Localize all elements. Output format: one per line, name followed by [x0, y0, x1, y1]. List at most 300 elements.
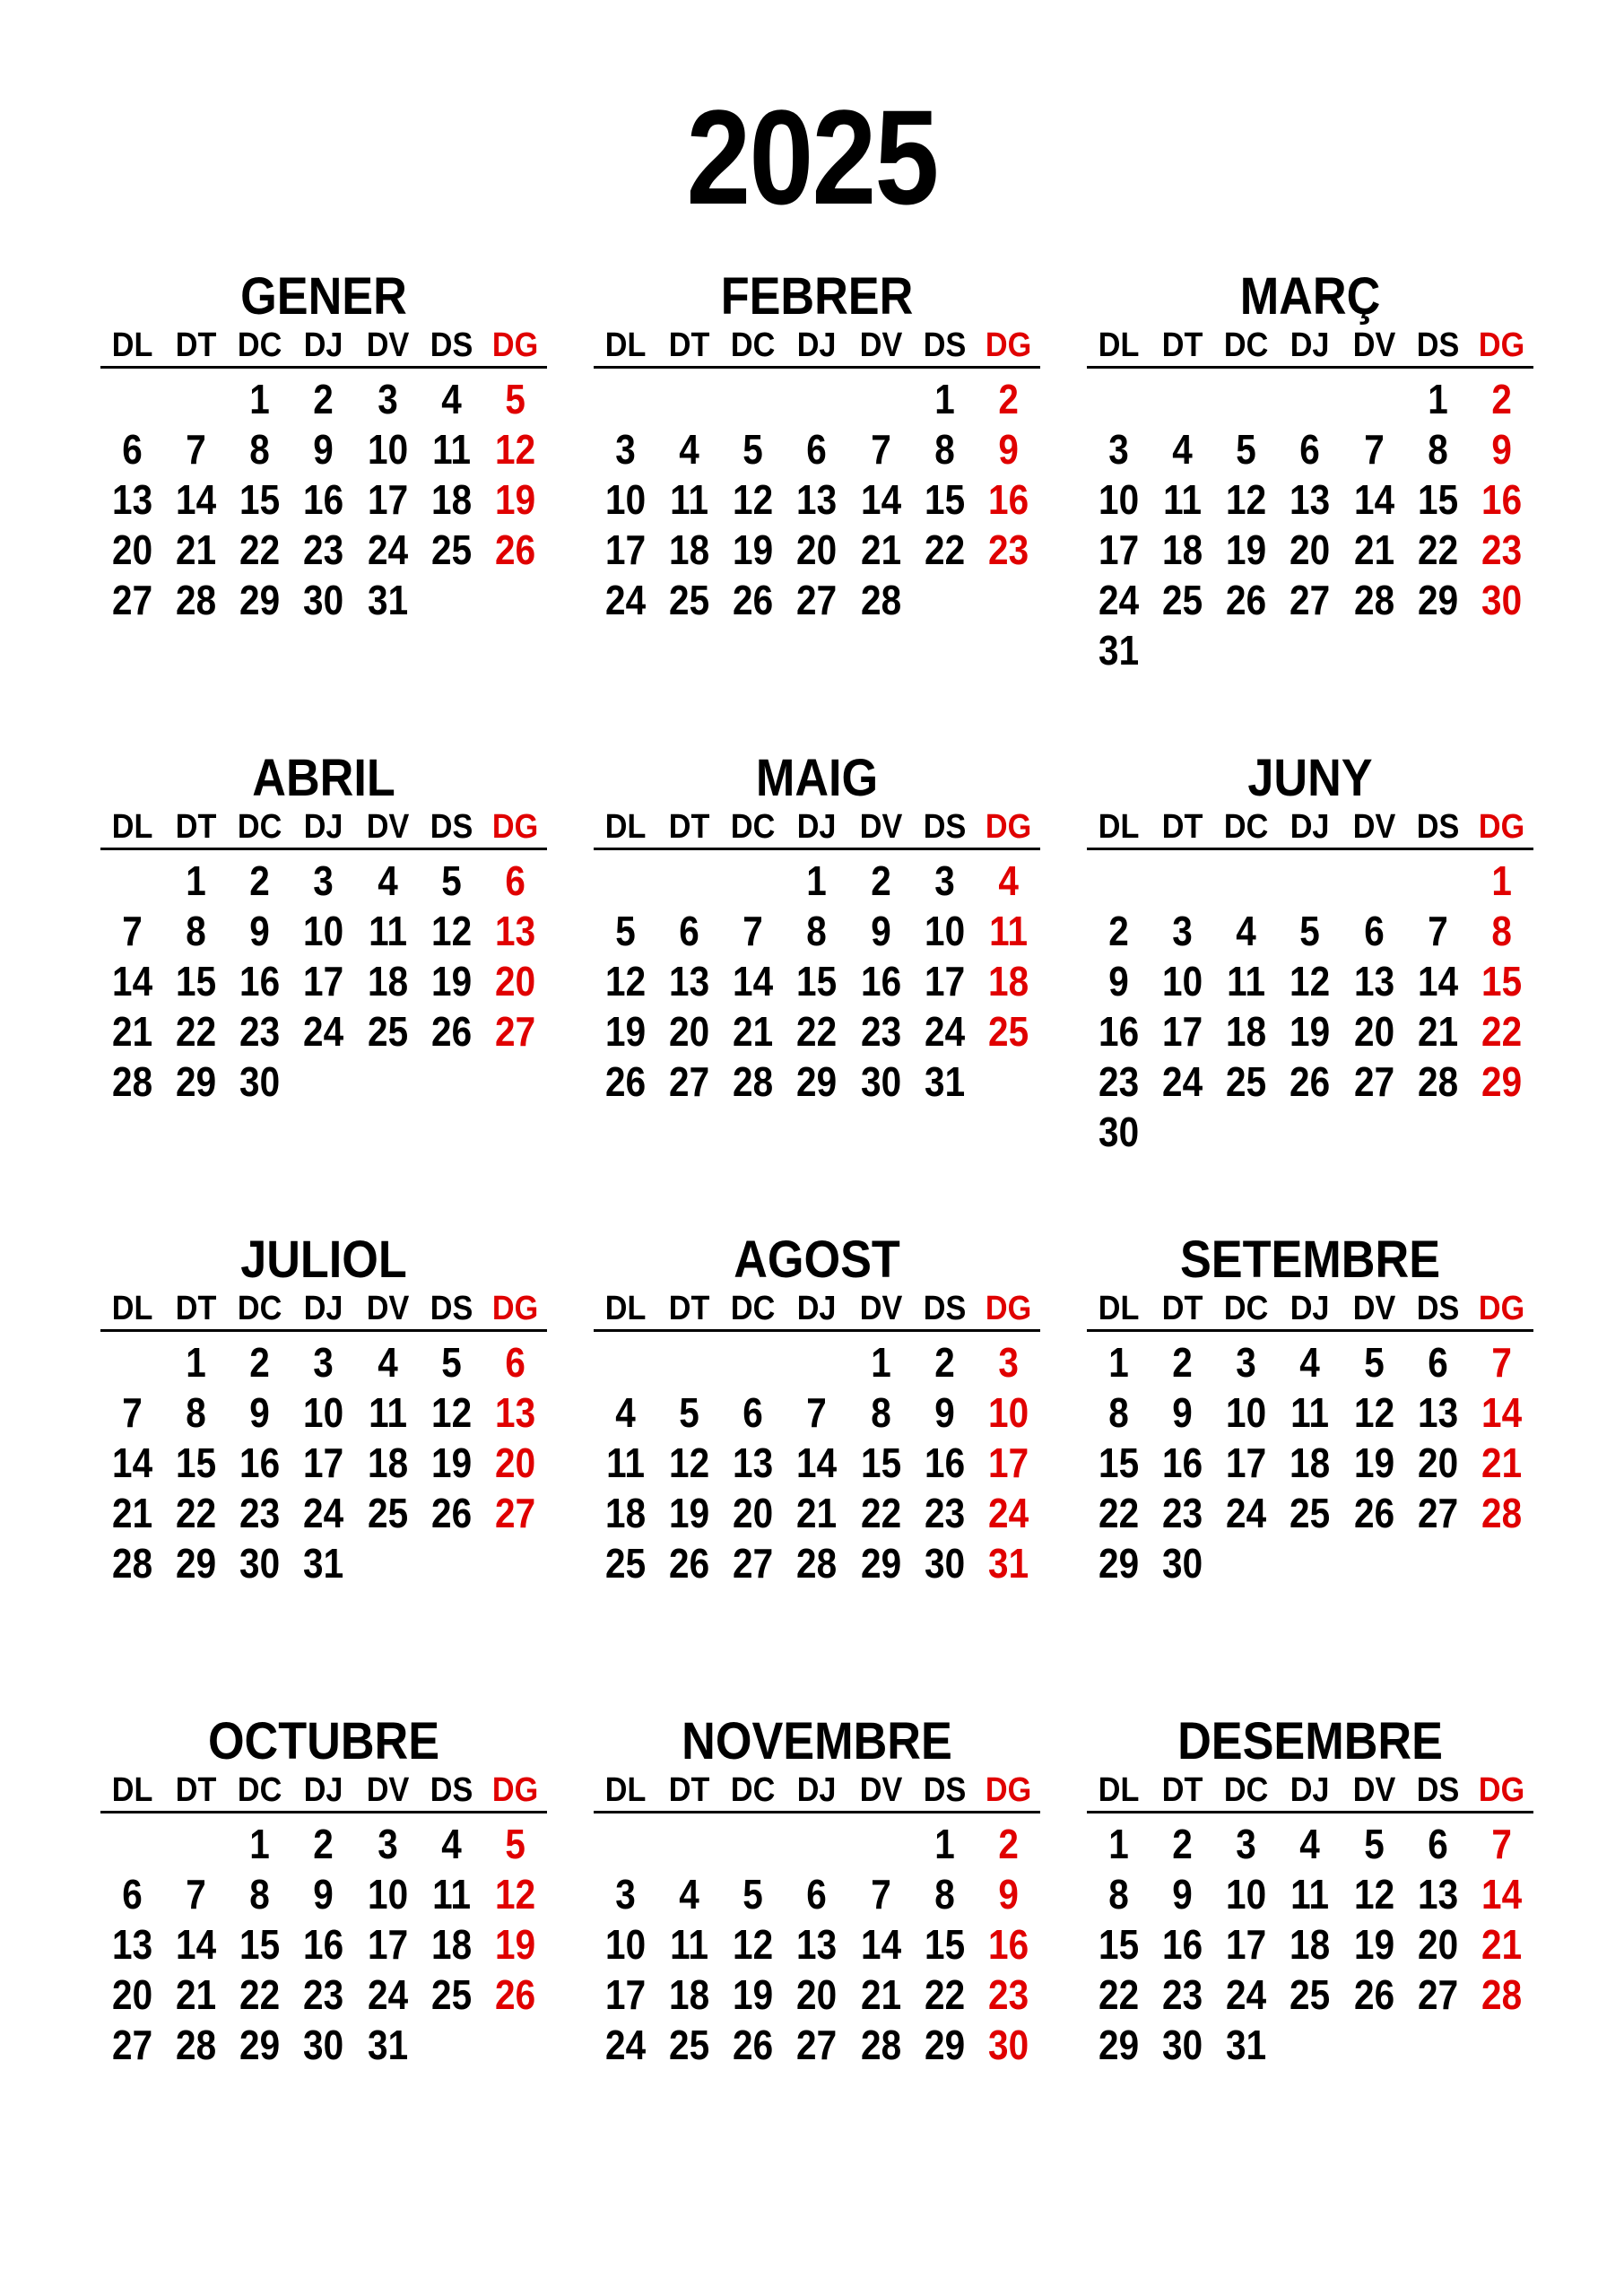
day-cell: 13 — [1290, 476, 1331, 523]
weekday-label: DT — [668, 326, 710, 364]
day-cell: 11 — [989, 908, 1028, 954]
weekday-label: DC — [238, 808, 282, 846]
day-cell: 10 — [605, 1921, 647, 1968]
day-cell: 9 — [313, 426, 334, 473]
day-cell: 13 — [669, 958, 710, 1004]
day-cell: 11 — [431, 1871, 471, 1918]
day-cell: 20 — [1290, 526, 1331, 573]
day-cell: 14 — [860, 476, 901, 523]
day-cell: 15 — [924, 1921, 965, 1968]
days-grid — [100, 369, 547, 625]
day-cell: 3 — [377, 376, 398, 422]
day-cell: 7 — [743, 908, 764, 954]
day-cell: 21 — [1481, 1921, 1522, 1968]
day-cell: 22 — [1099, 1490, 1140, 1536]
weekday-label: DG — [1478, 1290, 1525, 1327]
day-cell: 2 — [313, 376, 334, 422]
day-cell: 16 — [303, 1921, 344, 1968]
day-cell: 30 — [860, 1058, 901, 1105]
day-cell: 21 — [796, 1490, 838, 1536]
days-grid — [594, 1813, 1040, 2070]
day-cell: 1 — [1428, 376, 1448, 422]
weekday-header — [100, 325, 547, 369]
weekday-label: DC — [238, 326, 282, 364]
weekday-header — [1087, 1770, 1533, 1813]
day-cell: 21 — [733, 1008, 774, 1055]
weekday-label: DL — [604, 1290, 647, 1327]
weekday-label: DL — [111, 1771, 153, 1809]
month-febrer — [594, 269, 1040, 751]
weekday-label: DJ — [304, 326, 343, 364]
weekday-label: DV — [859, 326, 902, 364]
day-cell: 26 — [1353, 1971, 1394, 2018]
day-cell: 23 — [239, 1008, 281, 1055]
day-cell: 18 — [669, 526, 710, 573]
day-cell: 31 — [924, 1058, 965, 1105]
day-cell: 9 — [998, 1871, 1019, 1918]
day-cell: 19 — [1353, 1439, 1394, 1486]
month-maig — [594, 751, 1040, 1232]
day-cell: 2 — [870, 857, 891, 904]
day-cell: 31 — [1226, 2022, 1267, 2068]
day-cell: 3 — [615, 426, 636, 473]
weekday-label: DS — [923, 1771, 967, 1809]
day-cell: 18 — [1290, 1921, 1331, 1968]
day-cell: 18 — [367, 958, 408, 1004]
day-cell: 8 — [934, 1871, 955, 1918]
day-cell: 23 — [303, 526, 344, 573]
weekday-label: DS — [1416, 326, 1460, 364]
month-setembre — [1087, 1232, 1533, 1714]
empty-cell — [661, 1819, 717, 1869]
day-cell: 3 — [1236, 1821, 1257, 1867]
day-cell: 29 — [176, 1058, 217, 1105]
day-cell: 22 — [1099, 1971, 1140, 2018]
day-cell: 16 — [1162, 1439, 1203, 1486]
weekday-label: DT — [1161, 1771, 1203, 1809]
day-cell: 22 — [924, 1971, 965, 2018]
day-cell: 9 — [1172, 1871, 1193, 1918]
month-name: AGOST — [734, 1231, 900, 1289]
day-cell: 22 — [176, 1490, 217, 1536]
day-cell: 10 — [1162, 958, 1203, 1004]
day-cell: 3 — [377, 1821, 398, 1867]
day-cell: 19 — [430, 1439, 472, 1486]
weekday-label: DG — [985, 1771, 1032, 1809]
day-cell: 27 — [796, 577, 838, 623]
empty-cell — [104, 1337, 161, 1387]
day-cell: 20 — [733, 1490, 774, 1536]
month-abril — [100, 751, 547, 1232]
day-cell: 12 — [733, 1921, 774, 1968]
month-name: OCTUBRE — [207, 1712, 440, 1770]
day-cell: 9 — [249, 1389, 271, 1436]
weekday-label: DS — [1416, 1771, 1460, 1809]
day-cell: 13 — [494, 908, 535, 954]
day-cell: 5 — [1236, 426, 1257, 473]
month-name: MARÇ — [1239, 267, 1381, 326]
weekday-label: DS — [430, 1290, 473, 1327]
day-cell: 18 — [1226, 1008, 1267, 1055]
day-cell: 2 — [313, 1821, 334, 1867]
day-cell: 24 — [1099, 577, 1140, 623]
empty-cell — [853, 374, 909, 424]
empty-cell — [661, 856, 717, 906]
day-cell: 24 — [367, 1971, 408, 2018]
day-cell: 28 — [1417, 1058, 1458, 1105]
empty-cell — [597, 1819, 654, 1869]
day-cell: 24 — [367, 526, 408, 573]
weekday-label: DS — [430, 808, 473, 846]
day-cell: 12 — [733, 476, 774, 523]
day-cell: 30 — [239, 1058, 281, 1105]
day-cell: 7 — [1363, 426, 1385, 473]
day-cell: 19 — [733, 1971, 774, 2018]
day-cell: 15 — [176, 958, 217, 1004]
day-cell: 7 — [186, 1871, 206, 1918]
day-cell: 2 — [998, 1821, 1019, 1867]
day-cell: 8 — [186, 1389, 206, 1436]
months-grid — [100, 269, 1535, 2196]
day-cell: 20 — [494, 958, 535, 1004]
day-cell: 4 — [679, 1871, 699, 1918]
weekday-header — [594, 1770, 1040, 1813]
day-cell: 26 — [430, 1008, 472, 1055]
day-cell: 22 — [239, 1971, 281, 2018]
day-cell: 17 — [367, 1921, 408, 1968]
day-cell: 28 — [860, 577, 901, 623]
weekday-label: DL — [604, 808, 647, 846]
day-cell: 5 — [505, 376, 525, 422]
day-cell: 15 — [796, 958, 838, 1004]
day-cell: 6 — [505, 1339, 525, 1386]
weekday-label: DG — [491, 1290, 539, 1327]
weekday-label: DS — [430, 1771, 473, 1809]
day-cell: 9 — [934, 1389, 955, 1436]
month-name: GENER — [240, 267, 407, 326]
weekday-label: DG — [985, 1290, 1032, 1327]
weekday-label: DV — [859, 1771, 902, 1809]
weekday-header — [594, 325, 1040, 369]
empty-cell — [661, 374, 717, 424]
weekday-label: DJ — [797, 808, 837, 846]
day-cell: 8 — [806, 908, 828, 954]
weekday-label: DV — [366, 808, 409, 846]
day-cell: 6 — [679, 908, 699, 954]
weekday-label: DT — [668, 808, 710, 846]
weekday-label: DL — [604, 1771, 647, 1809]
weekday-label: DC — [238, 1771, 282, 1809]
day-cell: 27 — [112, 577, 153, 623]
day-cell: 9 — [313, 1871, 334, 1918]
weekday-label: DL — [111, 326, 153, 364]
weekday-header — [1087, 1288, 1533, 1332]
weekday-header — [1087, 325, 1533, 369]
day-cell: 17 — [367, 476, 408, 523]
day-cell: 12 — [1226, 476, 1267, 523]
day-cell: 1 — [186, 857, 206, 904]
weekday-label: DV — [366, 1290, 409, 1327]
days-grid — [1087, 369, 1533, 675]
day-cell: 23 — [860, 1008, 901, 1055]
day-cell: 15 — [239, 1921, 281, 1968]
day-cell: 21 — [112, 1008, 153, 1055]
day-cell: 30 — [1481, 577, 1522, 623]
day-cell: 11 — [1163, 476, 1203, 523]
day-cell: 26 — [605, 1058, 647, 1105]
weekday-label: DL — [111, 808, 153, 846]
empty-cell — [1346, 856, 1403, 906]
day-cell: 15 — [176, 1439, 217, 1486]
day-cell: 13 — [733, 1439, 774, 1486]
weekday-label: DL — [111, 1290, 153, 1327]
day-cell: 1 — [249, 376, 271, 422]
day-cell: 3 — [1236, 1339, 1257, 1386]
day-cell: 27 — [733, 1540, 774, 1587]
empty-cell — [1282, 374, 1339, 424]
empty-cell — [789, 1819, 846, 1869]
day-cell: 18 — [987, 958, 1029, 1004]
day-cell: 28 — [1481, 1971, 1522, 2018]
day-cell: 3 — [1172, 908, 1193, 954]
weekday-header — [100, 806, 547, 850]
day-cell: 22 — [176, 1008, 217, 1055]
day-cell: 19 — [494, 1921, 535, 1968]
day-cell: 13 — [1417, 1389, 1458, 1436]
month-name: JULIOL — [240, 1231, 407, 1289]
day-cell: 23 — [987, 526, 1029, 573]
weekday-label: DC — [1224, 1771, 1269, 1809]
empty-cell — [168, 1819, 224, 1869]
day-cell: 7 — [1491, 1821, 1512, 1867]
day-cell: 23 — [1162, 1490, 1203, 1536]
day-cell: 20 — [796, 1971, 838, 2018]
day-cell: 22 — [1417, 526, 1458, 573]
weekday-label: DT — [175, 1771, 217, 1809]
weekday-label: DS — [430, 326, 473, 364]
day-cell: 5 — [505, 1821, 525, 1867]
month-name: ABRIL — [252, 749, 395, 807]
weekday-label: DG — [985, 326, 1032, 364]
day-cell: 14 — [1353, 476, 1394, 523]
weekday-label: DV — [366, 1771, 409, 1809]
day-cell: 19 — [1353, 1921, 1394, 1968]
weekday-label: DS — [1416, 808, 1460, 846]
day-cell: 24 — [605, 577, 647, 623]
weekday-label: DT — [1161, 1290, 1203, 1327]
day-cell: 1 — [806, 857, 828, 904]
day-cell: 26 — [1226, 577, 1267, 623]
weekday-label: DT — [175, 1290, 217, 1327]
day-cell: 29 — [1417, 577, 1458, 623]
day-cell: 7 — [122, 908, 143, 954]
day-cell: 8 — [1491, 908, 1512, 954]
day-cell: 23 — [1481, 526, 1522, 573]
weekday-label: DL — [1098, 1771, 1140, 1809]
weekday-label: DT — [668, 1771, 710, 1809]
day-cell: 15 — [1099, 1439, 1140, 1486]
day-cell: 13 — [112, 476, 153, 523]
weekday-label: DG — [1478, 808, 1525, 846]
day-cell: 8 — [1108, 1389, 1129, 1436]
day-cell: 24 — [1162, 1058, 1203, 1105]
day-cell: 19 — [733, 526, 774, 573]
day-cell: 14 — [176, 476, 217, 523]
day-cell: 21 — [112, 1490, 153, 1536]
day-cell: 30 — [1162, 2022, 1203, 2068]
day-cell: 6 — [122, 426, 143, 473]
weekday-label: DJ — [1290, 1771, 1330, 1809]
days-grid — [594, 850, 1040, 1107]
day-cell: 16 — [303, 476, 344, 523]
day-cell: 29 — [239, 2022, 281, 2068]
days-grid — [1087, 1332, 1533, 1588]
day-cell: 4 — [377, 857, 398, 904]
day-cell: 17 — [1226, 1921, 1267, 1968]
day-cell: 24 — [605, 2022, 647, 2068]
day-cell: 30 — [987, 2022, 1029, 2068]
days-grid — [594, 1332, 1040, 1588]
weekday-label: DJ — [304, 808, 343, 846]
day-cell: 23 — [303, 1971, 344, 2018]
day-cell: 11 — [670, 1921, 709, 1968]
empty-cell — [104, 1819, 161, 1869]
day-cell: 7 — [806, 1389, 828, 1436]
empty-cell — [789, 1337, 846, 1387]
weekday-label: DS — [923, 326, 967, 364]
empty-cell — [725, 374, 782, 424]
day-cell: 13 — [494, 1389, 535, 1436]
weekday-label: DS — [1416, 1290, 1460, 1327]
day-cell: 2 — [934, 1339, 955, 1386]
day-cell: 23 — [239, 1490, 281, 1536]
empty-cell — [725, 1819, 782, 1869]
month-desembre — [1087, 1714, 1533, 2196]
empty-cell — [1090, 374, 1147, 424]
day-cell: 18 — [430, 1921, 472, 1968]
day-cell: 6 — [505, 857, 525, 904]
day-cell: 1 — [249, 1821, 271, 1867]
day-cell: 17 — [303, 1439, 344, 1486]
day-cell: 17 — [1099, 526, 1140, 573]
day-cell: 2 — [1172, 1339, 1193, 1386]
day-cell: 20 — [669, 1008, 710, 1055]
day-cell: 4 — [441, 376, 462, 422]
day-cell: 25 — [1162, 577, 1203, 623]
day-cell: 25 — [1290, 1490, 1331, 1536]
day-cell: 28 — [1481, 1490, 1522, 1536]
day-cell: 7 — [186, 426, 206, 473]
day-cell: 4 — [679, 426, 699, 473]
day-cell: 3 — [998, 1339, 1019, 1386]
month-agost — [594, 1232, 1040, 1714]
day-cell: 25 — [1290, 1971, 1331, 2018]
day-cell: 26 — [669, 1540, 710, 1587]
day-cell: 15 — [924, 476, 965, 523]
month-juliol — [100, 1232, 547, 1714]
day-cell: 10 — [924, 908, 965, 954]
day-cell: 29 — [796, 1058, 838, 1105]
days-grid — [1087, 850, 1533, 1157]
day-cell: 12 — [494, 426, 535, 473]
day-cell: 24 — [303, 1008, 344, 1055]
day-cell: 21 — [1417, 1008, 1458, 1055]
day-cell: 8 — [249, 426, 271, 473]
day-cell: 31 — [987, 1540, 1029, 1587]
day-cell: 17 — [987, 1439, 1029, 1486]
day-cell: 4 — [377, 1339, 398, 1386]
day-cell: 1 — [1491, 857, 1512, 904]
weekday-label: DG — [491, 326, 539, 364]
empty-cell — [1346, 374, 1403, 424]
day-cell: 20 — [1417, 1439, 1458, 1486]
day-cell: 27 — [1417, 1490, 1458, 1536]
day-cell: 30 — [303, 577, 344, 623]
year-title: 2025 — [686, 82, 938, 232]
day-cell: 6 — [1428, 1339, 1448, 1386]
day-cell: 4 — [441, 1821, 462, 1867]
empty-cell — [168, 374, 224, 424]
day-cell: 3 — [313, 1339, 334, 1386]
empty-cell — [789, 374, 846, 424]
month-juny — [1087, 751, 1533, 1232]
day-cell: 2 — [1491, 376, 1512, 422]
day-cell: 9 — [1172, 1389, 1193, 1436]
empty-cell — [853, 1819, 909, 1869]
days-grid — [100, 850, 547, 1107]
day-cell: 5 — [1363, 1821, 1385, 1867]
weekday-label: DL — [604, 326, 647, 364]
day-cell: 15 — [860, 1439, 901, 1486]
day-cell: 13 — [112, 1921, 153, 1968]
day-cell: 8 — [186, 908, 206, 954]
weekday-header — [594, 1288, 1040, 1332]
weekday-header — [1087, 806, 1533, 850]
day-cell: 23 — [1162, 1971, 1203, 2018]
day-cell: 16 — [1481, 476, 1522, 523]
weekday-label: DC — [1224, 326, 1269, 364]
day-cell: 2 — [249, 857, 271, 904]
weekday-label: DC — [1224, 1290, 1269, 1327]
day-cell: 9 — [998, 426, 1019, 473]
day-cell: 14 — [112, 1439, 153, 1486]
weekday-label: DJ — [797, 326, 837, 364]
month-name: JUNY — [1247, 749, 1373, 807]
day-cell: 27 — [494, 1008, 535, 1055]
day-cell: 29 — [924, 2022, 965, 2068]
day-cell: 10 — [1226, 1871, 1267, 1918]
day-cell: 3 — [934, 857, 955, 904]
day-cell: 27 — [112, 2022, 153, 2068]
day-cell: 26 — [733, 577, 774, 623]
weekday-label: DT — [175, 326, 217, 364]
weekday-label: DC — [731, 1290, 776, 1327]
day-cell: 31 — [1099, 627, 1140, 674]
day-cell: 28 — [1353, 577, 1394, 623]
day-cell: 9 — [870, 908, 891, 954]
day-cell: 14 — [796, 1439, 838, 1486]
day-cell: 15 — [1481, 958, 1522, 1004]
day-cell: 15 — [239, 476, 281, 523]
day-cell: 11 — [1290, 1389, 1330, 1436]
day-cell: 21 — [860, 526, 901, 573]
day-cell: 4 — [1299, 1821, 1321, 1867]
month-name: FEBRER — [720, 267, 914, 326]
day-cell: 2 — [998, 376, 1019, 422]
empty-cell — [1154, 856, 1211, 906]
day-cell: 10 — [605, 476, 647, 523]
day-cell: 1 — [934, 376, 955, 422]
